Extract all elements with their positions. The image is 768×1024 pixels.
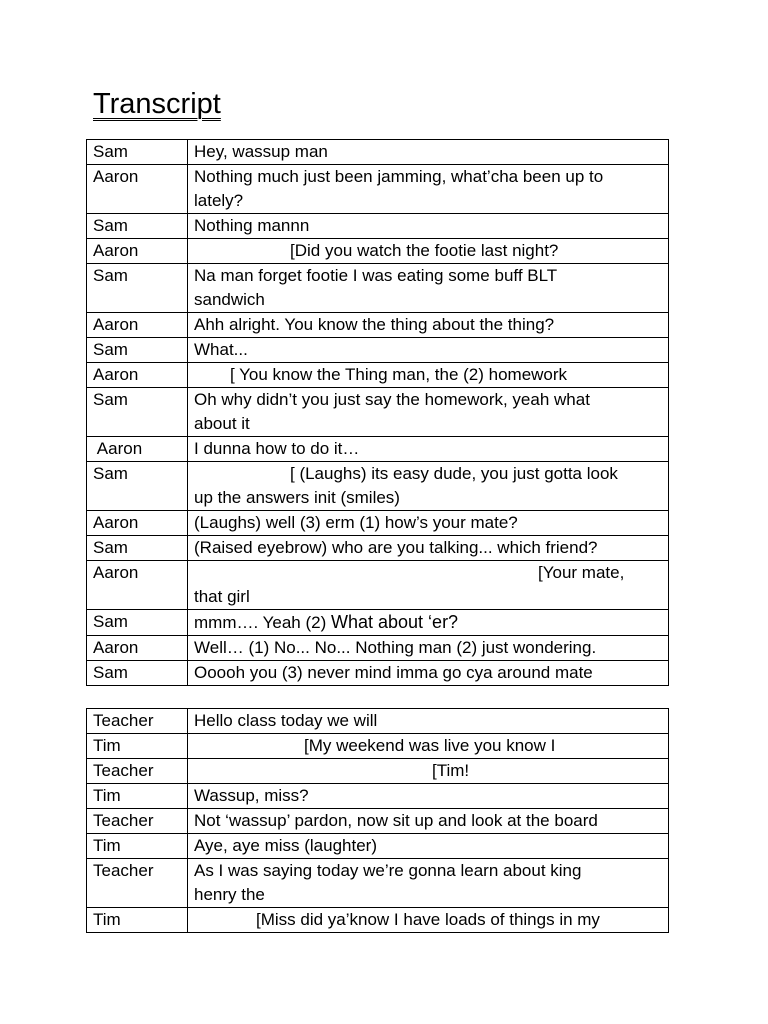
speaker-cell: Tim xyxy=(87,834,188,859)
utterance-text: [Tim! xyxy=(432,761,470,780)
speaker-cell: Sam xyxy=(87,214,188,239)
utterance-cell xyxy=(188,661,669,686)
utterance-text-continued: up the answers init (smiles) xyxy=(194,488,400,507)
utterance-cell xyxy=(188,809,669,834)
utterance-text: Hello class today we will xyxy=(194,711,378,730)
speaker-cell: Teacher xyxy=(87,759,188,784)
speaker-cell: Tim xyxy=(87,784,188,809)
speaker-cell: Tim xyxy=(87,734,188,759)
speaker-cell: Teacher xyxy=(87,859,188,908)
utterance-text: Ooooh you (3) never mind imma go cya around mate xyxy=(194,663,593,682)
speaker-cell: Sam xyxy=(87,264,188,313)
utterance-cell xyxy=(188,759,669,784)
utterance-text: [ You know the Thing man, the (2) homework xyxy=(230,365,568,384)
table-row xyxy=(87,165,669,214)
table-row xyxy=(87,759,669,784)
speaker-cell: Tim xyxy=(87,908,188,933)
utterance-text-continued: henry the xyxy=(194,885,265,904)
utterance-cell xyxy=(188,462,669,511)
utterance-cell xyxy=(188,784,669,809)
utterance-cell xyxy=(188,437,669,462)
table-row xyxy=(87,834,669,859)
utterance-cell xyxy=(188,388,669,437)
speaker-cell: Sam xyxy=(87,338,188,363)
page-title: Transcript xyxy=(93,88,221,120)
table-row xyxy=(87,661,669,686)
utterance-cell xyxy=(188,511,669,536)
table-row xyxy=(87,734,669,759)
table-row xyxy=(87,363,669,388)
utterance-cell xyxy=(188,834,669,859)
utterance-text: What... xyxy=(194,340,248,359)
utterance-text: I dunna how to do it… xyxy=(194,439,360,458)
utterance-text-continued: that girl xyxy=(194,587,250,606)
table-row xyxy=(87,709,669,734)
utterance-text-continued: lately? xyxy=(194,191,244,210)
speaker-cell: Aaron xyxy=(87,165,188,214)
utterance-text: [My weekend was live you know I xyxy=(304,736,556,755)
utterance-text: (Laughs) well (3) erm (1) how’s your mate? xyxy=(194,513,518,532)
utterance-text: Hey, wassup man xyxy=(194,142,328,161)
speaker-cell: Teacher xyxy=(87,709,188,734)
transcript-table-sam-aaron xyxy=(86,139,669,686)
table-row xyxy=(87,536,669,561)
speaker-cell: Aaron xyxy=(87,363,188,388)
utterance-cell xyxy=(188,610,669,636)
utterance-text-continued: about it xyxy=(194,414,250,433)
utterance-text: mmm…. Yeah (2) xyxy=(194,613,331,632)
speaker-cell: Sam xyxy=(87,661,188,686)
utterance-cell xyxy=(188,859,669,908)
speaker-cell: Sam xyxy=(87,140,188,165)
table-row xyxy=(87,511,669,536)
utterance-text: Ahh alright. You know the thing about the thing? xyxy=(194,315,555,334)
utterance-cell xyxy=(188,165,669,214)
table-row xyxy=(87,338,669,363)
utterance-text: [ (Laughs) its easy dude, you just gotta look xyxy=(290,464,618,483)
table-row xyxy=(87,784,669,809)
utterance-cell xyxy=(188,536,669,561)
speaker-cell: Aaron xyxy=(87,511,188,536)
speaker-cell: Aaron xyxy=(87,239,188,264)
utterance-text: Not ‘wassup’ pardon, now sit up and look at the board xyxy=(194,811,598,830)
utterance-text-continued: sandwich xyxy=(194,290,265,309)
utterance-cell xyxy=(188,140,669,165)
utterance-cell xyxy=(188,908,669,933)
utterance-cell xyxy=(188,636,669,661)
speaker-cell: Aaron xyxy=(87,636,188,661)
table-row xyxy=(87,437,669,462)
table-row xyxy=(87,239,669,264)
utterance-cell xyxy=(188,239,669,264)
speaker-cell: Sam xyxy=(87,388,188,437)
utterance-text: (Raised eyebrow) who are you talking... which friend? xyxy=(194,538,598,557)
speaker-cell: Aaron xyxy=(87,313,188,338)
table-row xyxy=(87,388,669,437)
utterance-cell xyxy=(188,214,669,239)
speaker-cell: Aaron xyxy=(87,561,188,610)
table-row xyxy=(87,636,669,661)
table-row xyxy=(87,859,669,908)
utterance-text: Na man forget footie I was eating some buff BLT xyxy=(194,266,558,285)
table-row xyxy=(87,140,669,165)
utterance-text-emphasis: What about ‘er? xyxy=(331,612,459,632)
speaker-cell: Sam xyxy=(87,462,188,511)
table-row xyxy=(87,561,669,610)
utterance-text: Nothing much just been jamming, what’cha been up to xyxy=(194,167,604,186)
utterance-cell xyxy=(188,734,669,759)
table-row xyxy=(87,908,669,933)
speaker-cell: Teacher xyxy=(87,809,188,834)
utterance-cell xyxy=(188,363,669,388)
utterance-text: [Miss did ya’know I have loads of things in my xyxy=(256,910,600,929)
utterance-text: [Your mate, xyxy=(538,563,625,582)
utterance-text: [Did you watch the footie last night? xyxy=(290,241,559,260)
transcript-table-teacher-tim xyxy=(86,708,669,933)
utterance-text: Well… (1) No... No... Nothing man (2) just wondering. xyxy=(194,638,597,657)
table-row xyxy=(87,610,669,636)
table-row xyxy=(87,809,669,834)
utterance-cell xyxy=(188,264,669,313)
utterance-cell xyxy=(188,313,669,338)
table-row xyxy=(87,214,669,239)
utterance-cell xyxy=(188,338,669,363)
utterance-text: Oh why didn’t you just say the homework, yeah what xyxy=(194,390,590,409)
speaker-cell: Sam xyxy=(87,610,188,636)
utterance-text: Wassup, miss? xyxy=(194,786,309,805)
utterance-text: Aye, aye miss (laughter) xyxy=(194,836,377,855)
speaker-cell: Aaron xyxy=(87,437,188,462)
utterance-cell xyxy=(188,709,669,734)
utterance-cell xyxy=(188,561,669,610)
utterance-text: As I was saying today we’re gonna learn about king xyxy=(194,861,582,880)
table-row xyxy=(87,313,669,338)
utterance-text: Nothing mannn xyxy=(194,216,310,235)
speaker-cell: Sam xyxy=(87,536,188,561)
table-row xyxy=(87,264,669,313)
table-row xyxy=(87,462,669,511)
